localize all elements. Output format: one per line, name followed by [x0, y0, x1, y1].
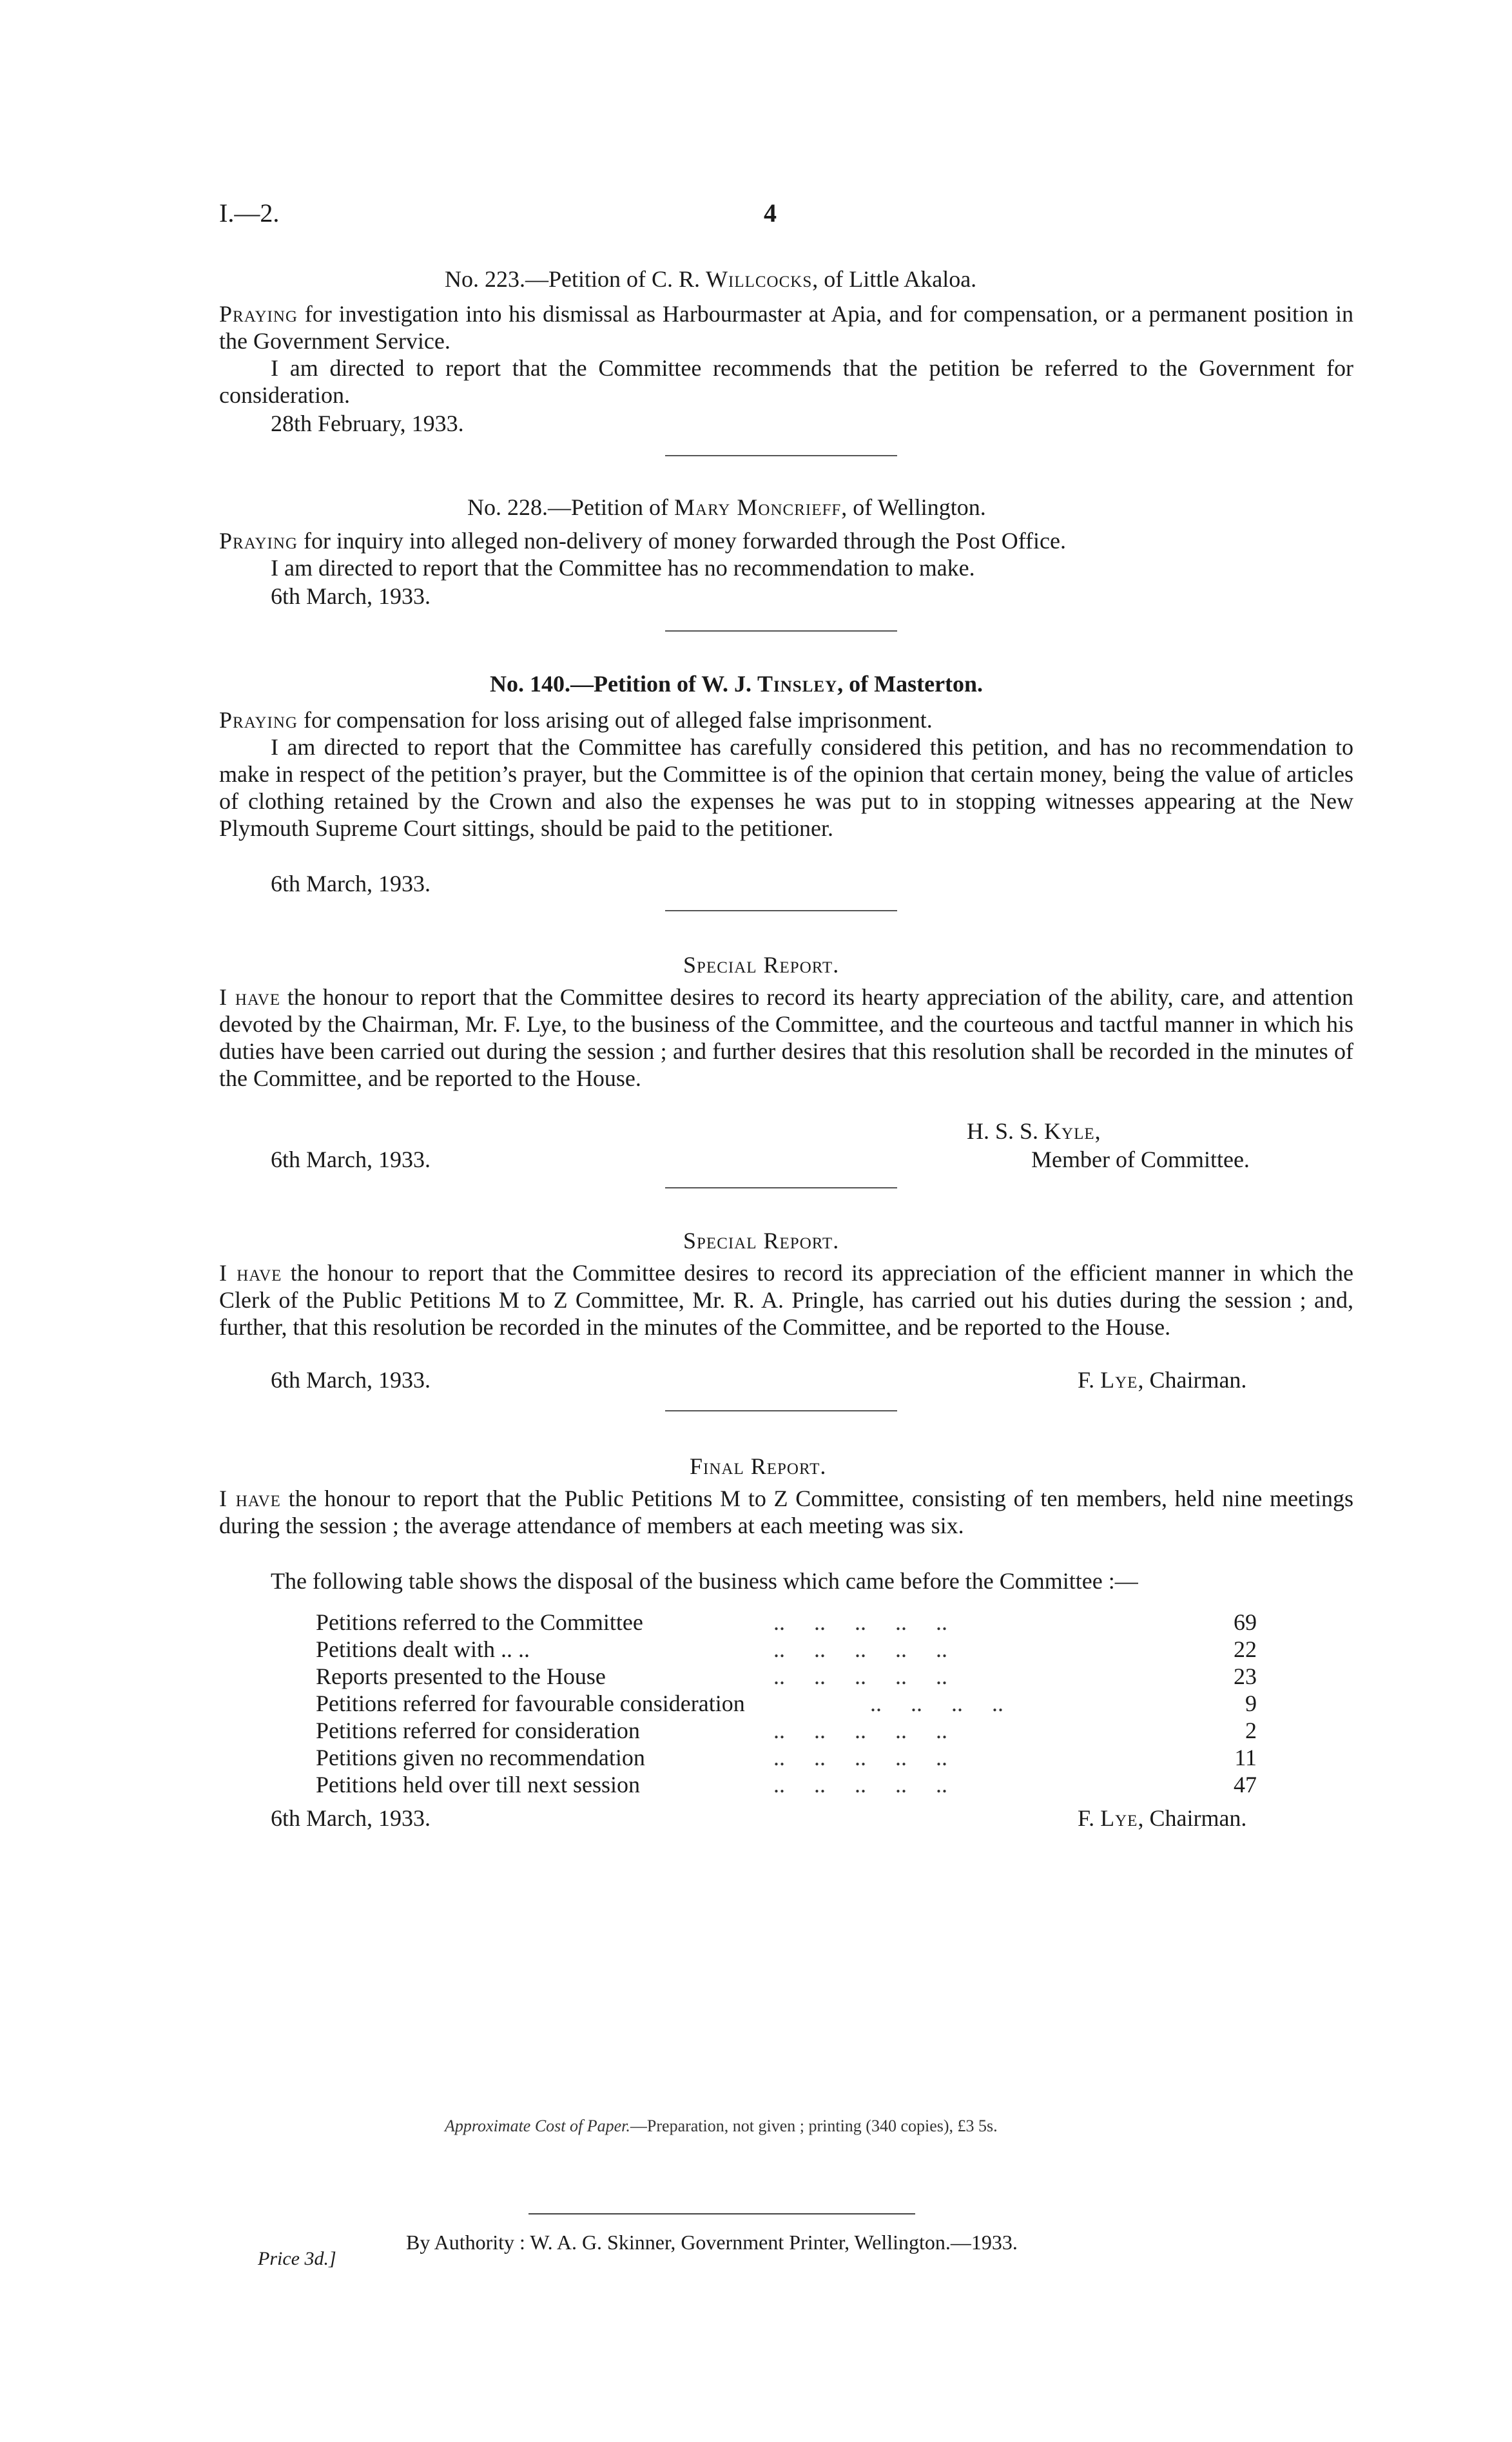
table-row: Petitions dealt with .. .. 22 — [316, 1636, 1257, 1662]
divider — [665, 455, 897, 456]
printer-authority: By Authority : W. A. G. Skinner, Government Printer, Wellington.—1933. — [406, 2231, 1018, 2254]
special-report-2-signatory: F. Lye, Chairman. — [1078, 1367, 1247, 1393]
final-report-table-intro: The following table shows the disposal of the business which came before the Committee :— — [271, 1568, 1138, 1594]
petition-140-date: 6th March, 1933. — [271, 871, 431, 896]
petition-140-report: I am directed to report that the Committee has carefully considered this petition, and has no recommendation to make in respect of the petition’s prayer, but the Committee is of the opinion that certain money, being the value of articles of clothing retained by the Crown and also the expenses he was put to in stopping witnesses appearing at the New Plymouth Supreme Court sittings, should be paid to the petitioner. — [219, 734, 1353, 841]
document-reference: I.—2. — [219, 199, 280, 228]
petition-223-praying: Praying for investigation into his dismissal as Harbourmaster at Apia, and for compensation, or a permanent position in the Government Service. — [219, 301, 1353, 354]
petition-223-title: No. 223.—Petition of C. R. Willcocks, of Little Akaloa. — [445, 266, 977, 292]
special-report-2-date: 6th March, 1933. — [271, 1367, 431, 1393]
table-row: Petitions referred for consideration 2 — [316, 1718, 1257, 1743]
divider — [665, 1410, 897, 1411]
petition-228-date: 6th March, 1933. — [271, 583, 431, 609]
special-report-1-signatory: H. S. S. Kyle, — [967, 1118, 1101, 1144]
price: Price 3d.] — [258, 2248, 336, 2269]
special-report-1-heading: Special Report. — [683, 952, 840, 978]
final-report-signatory: F. Lye, Chairman. — [1078, 1805, 1247, 1831]
footer-rule — [528, 2213, 915, 2214]
table-row: Petitions held over till next session 47 — [316, 1772, 1257, 1798]
petition-228-title: No. 228.—Petition of Mary Moncrieff, of Wellington. — [467, 494, 986, 520]
table-row: Petitions given no recommendation 11 — [316, 1745, 1257, 1770]
special-report-2-heading: Special Report. — [683, 1228, 840, 1254]
table-row: Reports presented to the House 23 — [316, 1663, 1257, 1689]
cost-of-paper: Approximate Cost of Paper.—Preparation, not given ; printing (340 copies), £3 5s. — [445, 2117, 998, 2135]
divider — [665, 630, 897, 632]
petition-223-date: 28th February, 1933. — [271, 411, 464, 436]
petition-228-praying: Praying for inquiry into alleged non-delivery of money forwarded through the Post Office. — [219, 528, 1066, 554]
table-row: Petitions referred for favourable consideration 9 — [316, 1691, 1257, 1716]
final-report-heading: Final Report. — [690, 1453, 827, 1479]
special-report-1-date: 6th March, 1933. — [271, 1147, 431, 1172]
final-report-body: I have the honour to report that the Public Petitions M to Z Committee, consisting of ten members, held nine meetings during the session ; the average attendance of members at each meeting was six. — [219, 1486, 1353, 1538]
special-report-2-body: I have the honour to report that the Committee desires to record its appreciation of the efficient manner in which the Clerk of the Public Petitions M to Z Committee, Mr. R. A. Pringle, has carried out his duties during the session ; and, further, that this resolution be recorded in the minutes of the Committee, and be reported to the House. — [219, 1260, 1353, 1340]
divider — [665, 1187, 897, 1188]
petition-223-report: I am directed to report that the Committee recommends that the petition be referred to the Government for consideration. — [219, 355, 1353, 408]
petition-140-title: No. 140.—Petition of W. J. Tinsley, of Masterton. — [490, 671, 984, 697]
page-number: 4 — [764, 199, 777, 228]
petition-140-praying: Praying for compensation for loss arising out of alleged false imprisonment. — [219, 707, 933, 733]
petition-228-report: I am directed to report that the Committee has no recommendation to make. — [271, 555, 975, 581]
table-row: Petitions referred to the Committee 69 — [316, 1609, 1257, 1635]
table-leader-dots: .. .. .. .. .. .. .. .. .. .. .. .. .. .. .. .. .. .. .. .. .. .. .. .. .. .. .. .. .. .. .. .. .. .. — [773, 1609, 1003, 1798]
special-report-1-role: Member of Committee. — [1031, 1147, 1250, 1172]
final-report-date: 6th March, 1933. — [271, 1805, 431, 1831]
divider — [665, 910, 897, 911]
special-report-1-body: I have the honour to report that the Committee desires to record its hearty appreciation of the ability, care, and attention devoted by the Chairman, Mr. F. Lye, to the business of the Committee, and the courteous and tactful manner in which his duties have been carried out during the session ; and further desires that this resolution shall be recorded in the minutes of the Committee, and be reported to the House. — [219, 984, 1354, 1091]
